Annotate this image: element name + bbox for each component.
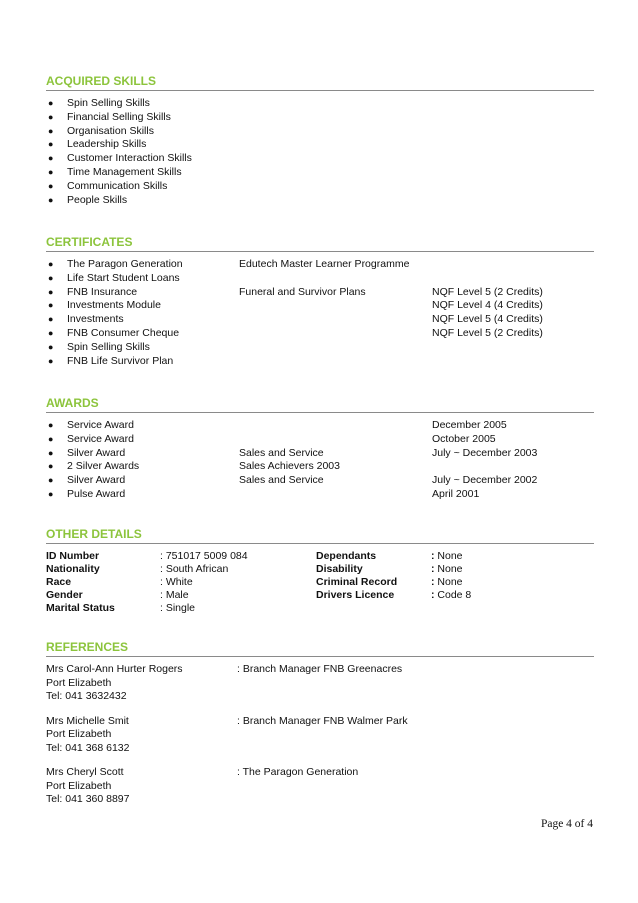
certificates-list <box>46 258 594 368</box>
list-item: ● Time Management Skills <box>48 165 182 178</box>
bullet-icon: ● <box>48 420 54 430</box>
list-item: ● FNB Insurance Funeral and Survivor Plans NQF Level 5 (2 Credits) <box>48 285 543 298</box>
page-number: Page 4 of 4 <box>540 818 593 830</box>
details-row: Race : White Criminal Record : None <box>46 576 463 588</box>
list-item: ● Organisation Skills <box>48 124 154 137</box>
list-item: ● Service Award December 2005 <box>48 419 507 431</box>
skills-section <box>46 74 594 207</box>
list-item: ● FNB Life Survivor Plan <box>48 354 174 367</box>
other-details-section <box>46 527 594 615</box>
bullet-icon: ● <box>48 327 54 338</box>
reference-role: : The Paragon Generation <box>237 766 359 778</box>
list-item: ● People Skills <box>48 193 128 206</box>
details-grid <box>46 550 594 615</box>
reference-tel: Tel: 041 3632432 <box>46 690 127 702</box>
bullet-icon: ● <box>48 475 54 486</box>
bullet-icon: ● <box>48 272 54 283</box>
list-item: ● Communication Skills <box>48 179 168 192</box>
references-section <box>46 640 594 807</box>
reference-city: Port Elizabeth <box>46 676 112 689</box>
bullet-icon: ● <box>48 166 54 177</box>
awards-section <box>46 396 594 502</box>
list-item: ● Pulse Award April 2001 <box>48 487 480 500</box>
certificates-section <box>46 235 594 368</box>
skills-heading: ACQUIRED SKILLS <box>46 74 594 91</box>
reference-city: Port Elizabeth <box>46 779 112 792</box>
reference-name: Mrs Cheryl Scott <box>46 766 124 778</box>
list-item: ● Customer Interaction Skills <box>48 152 192 165</box>
list-item: ● Silver Award Sales and Service July ~ December 2003 <box>48 446 538 459</box>
details-row: Nationality : South African Disability : None <box>46 563 463 575</box>
bullet-icon: ● <box>48 194 54 205</box>
bullet-icon: ● <box>48 461 54 472</box>
list-item: ● FNB Consumer Cheque NQF Level 5 (2 Credits) <box>48 326 543 339</box>
reference-name: Mrs Carol-Ann Hurter Rogers <box>46 663 183 675</box>
bullet-icon: ● <box>48 111 54 122</box>
bullet-icon: ● <box>48 259 54 269</box>
bullet-icon: ● <box>48 314 54 325</box>
reference-city: Port Elizabeth <box>46 728 112 740</box>
bullet-icon: ● <box>48 286 54 297</box>
list-item: ● Investments NQF Level 5 (4 Credits) <box>48 313 543 326</box>
list-item: ● Spin Selling Skills <box>48 340 150 353</box>
bullet-icon: ● <box>48 125 54 136</box>
bullet-icon: ● <box>48 433 54 444</box>
bullet-icon: ● <box>48 153 54 164</box>
list-item: ● The Paragon Generation Edutech Master Learner Programme <box>48 258 410 270</box>
bullet-icon: ● <box>48 355 54 366</box>
other-details-heading: OTHER DETAILS <box>46 527 594 544</box>
reference-tel: Tel: 041 368 6132 <box>46 741 130 754</box>
skills-list <box>46 97 594 207</box>
reference-entry <box>46 766 594 807</box>
details-row: ID Number : 751017 5009 084 Dependants : None <box>46 550 463 562</box>
bullet-icon: ● <box>48 139 54 150</box>
reference-tel: Tel: 041 360 8897 <box>46 793 130 805</box>
bullet-icon: ● <box>48 300 54 311</box>
list-item: ● 2 Silver Awards Sales Achievers 2003 <box>48 460 340 473</box>
list-item: ● Investments Module NQF Level 4 (4 Credits) <box>48 299 543 312</box>
bullet-icon: ● <box>48 488 54 499</box>
reference-entry <box>46 663 594 704</box>
list-item: ● Silver Award Sales and Service July ~ December 2002 <box>48 474 538 487</box>
bullet-icon: ● <box>48 98 54 108</box>
list-item: ● Service Award October 2005 <box>48 432 496 445</box>
reference-role: : Branch Manager FNB Greenacres <box>237 663 403 675</box>
references-heading: REFERENCES <box>46 640 594 657</box>
certificates-heading: CERTIFICATES <box>46 235 594 252</box>
list-item: ● Spin Selling Skills <box>48 97 150 109</box>
bullet-icon: ● <box>48 341 54 352</box>
list-item: ● Life Start Student Loans <box>48 271 180 284</box>
bullet-icon: ● <box>48 180 54 191</box>
list-item: ● Leadership Skills <box>48 138 147 151</box>
awards-list <box>46 419 594 502</box>
awards-heading: AWARDS <box>46 396 594 413</box>
reference-name: Mrs Michelle Smit <box>46 714 129 727</box>
details-row: Gender : Male Drivers Licence : Code 8 <box>46 589 472 601</box>
reference-entry <box>46 715 594 756</box>
details-row: Marital Status : Single <box>46 602 196 614</box>
bullet-icon: ● <box>48 447 54 458</box>
reference-role: : Branch Manager FNB Walmer Park <box>237 714 408 727</box>
list-item: ● Financial Selling Skills <box>48 110 171 123</box>
